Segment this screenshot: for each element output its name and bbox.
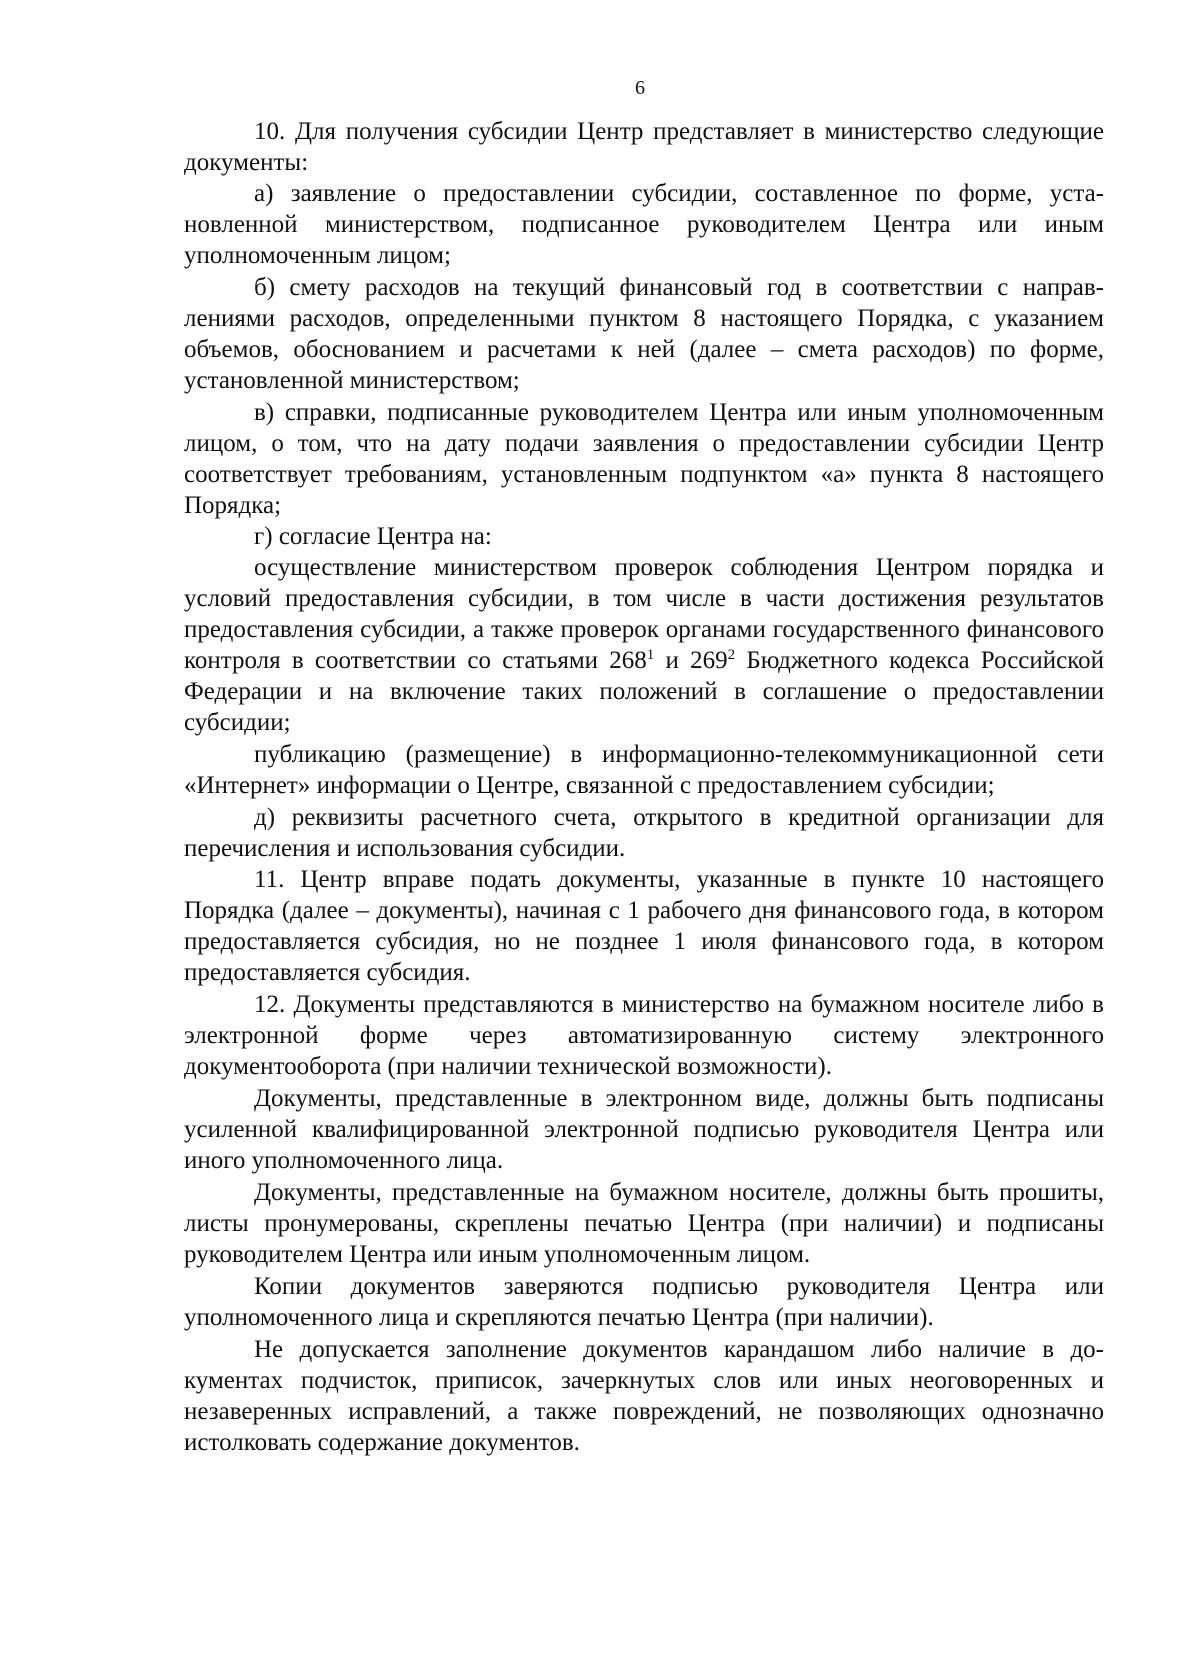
paragraph-12-prohibition: Не допускается заполнение документов карандашом либо наличие в документах подчисток, приписок, зачеркнутых слов или иных неоговоренных и незаверенных исправлений, а также повреждений, не позволяющих однозначно истолковать содержание документов. (184, 1336, 1104, 1456)
paragraph-10-v: в) справки, подписанные руководителем Центра или иным уполномоченным лицом, о том, что на дату подачи заявления о предоставлении субсидии Центр соответствует требованиям, установленным подпунктом «а» пункта 8 настоящего Порядка; (184, 399, 1104, 519)
paragraph-12-copies: Копии документов заверяются подписью руководителя Центра или уполномоченного лица и скрепляются печатью Центра (при наличии). (184, 1273, 1104, 1331)
paragraph-10-a: а) заявление о предоставлении субсидии, составленное по форме, установленной министерством, подписанное руководителем Центра или иным уполномоченным лицом; (184, 180, 1104, 269)
paragraph-12: 12. Документы представляются в министерство на бумажном носителе либо в электронной форме через автоматизированную систему электронного документооборота (при наличии технической возможности). (184, 991, 1104, 1080)
consent-audit-text-start: осуществление министерством проверок соблюдения Центром порядка и условий предоставления субсидии, в том числе в части достижения результатов предоставления субсидии, а также проверок органами государственного финансового контроля в соответствии со статьями 268 (184, 554, 1104, 674)
consent-audit-text-end: Бюджетного кодекса Российской Федерации и на включение таких положений в соглашение о предоставлении субсидии; (184, 647, 1105, 736)
paragraph-10-g-consent-audit (184, 552, 1104, 738)
paragraph-10-b: б) смету расходов на текущий финансовый год в соответствии с направлениями расходов, определенными пунктом 8 настоящего Порядка, с указанием объемов, обоснованием и расчетами к ней (далее – смета расходов) по форме, установленной министерством; (184, 274, 1104, 394)
paragraph-10-d: д) реквизиты расчетного счета, открытого в кредитной организации для перечисления и использования субсидии. (184, 804, 1104, 862)
document-body (184, 116, 1104, 1458)
page-number: 6 (635, 77, 645, 99)
paragraph-10: 10. Для получения субсидии Центр представляет в министерство следующие документы: (184, 118, 1104, 176)
article-268-superscript: 1 (646, 647, 655, 663)
paragraph-11: 11. Центр вправе подать документы, указанные в пункте 10 настоящего Порядка (далее – документы), начиная с 1 рабочего дня финансового года, в котором предоставляется субсидия, но не позднее 1 июля финансового года, в котором предоставляется субсидия. (184, 866, 1104, 986)
consent-audit-text-middle: и 269 (654, 647, 728, 674)
paragraph-10-g: г) согласие Центра на: (254, 523, 492, 550)
paragraph-12-paper: Документы, представленные на бумажном носителе, должны быть прошиты, листы пронумерованы, скреплены печатью Центра (при наличии) и подписаны руководителем Центра или иным уполномоченным лицом. (184, 1179, 1104, 1268)
article-269-superscript: 2 (727, 647, 736, 663)
paragraph-12-electronic: Документы, представленные в электронном виде, должны быть подписаны усиленной квалифицированной электронной подписью руководителя Центра или иного уполномоченного лица. (184, 1085, 1104, 1174)
paragraph-10-g-consent-publication: публикацию (размещение) в информационно-телекоммуникационной сети «Интернет» информации о Центре, связанной с предоставлением субсидии; (184, 741, 1104, 799)
